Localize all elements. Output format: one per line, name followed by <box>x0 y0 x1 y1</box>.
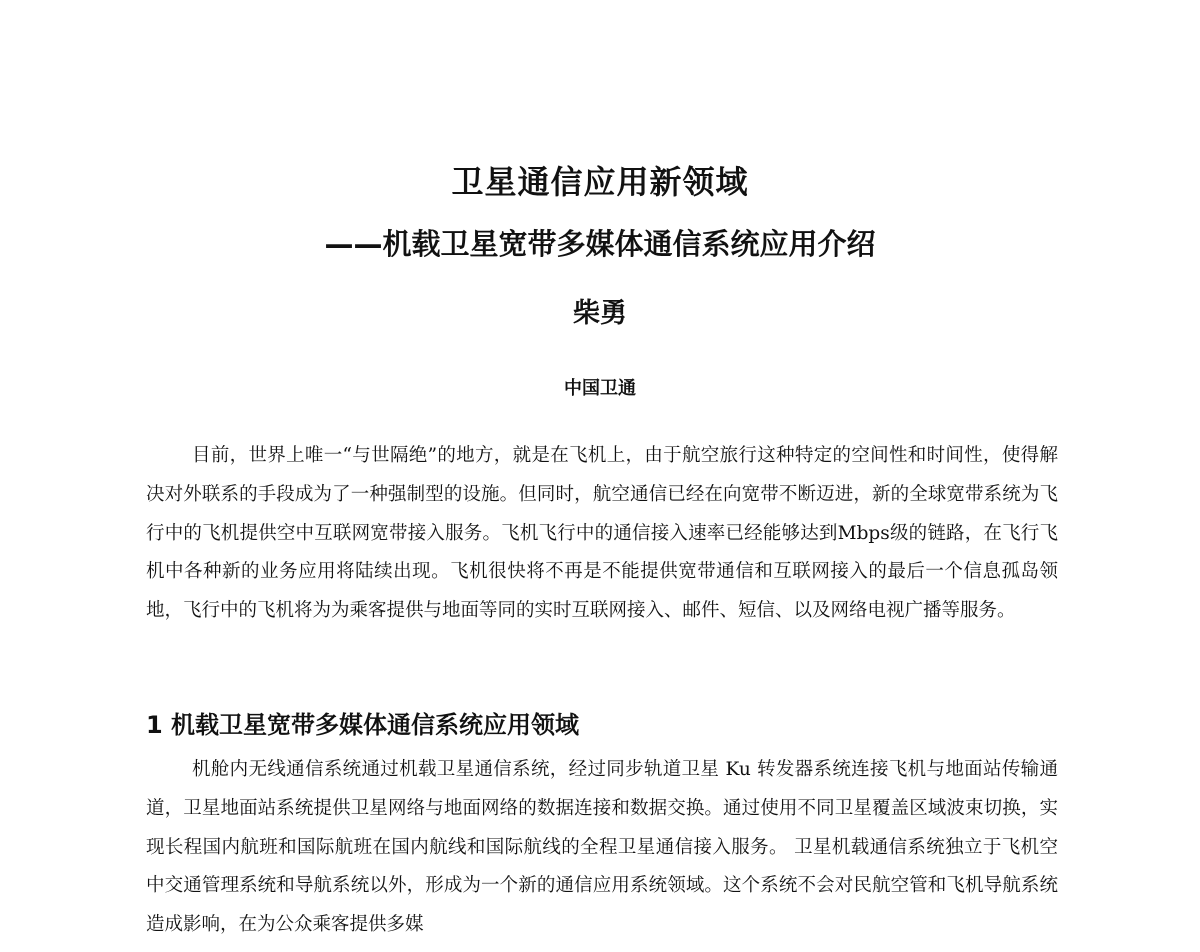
section-paragraph: 机舱内无线通信系统通过机载卫星通信系统，经过同步轨道卫星 Ku 转发器系统连接飞机与地面站传输通道，卫星地面站系统提供卫星网络与地面网络的数据连接和数据交换。通过使用不同卫星覆盖区域波束切换，实现长程国内航班和国际航班在国内航线和国际航线的全程卫星通信接入服务。 卫星机载通信系统独立于飞机空中交通管理系统和导航系统以外，形成为一个新的通信应用系统领域。这个系统不会对民航空管和飞机导航系统造成影响，在为公众乘客提供多媒 <box>146 759 1058 936</box>
author-name: 柴勇 <box>573 298 627 329</box>
paper-title: 卫星通信应用新领域 <box>451 163 749 201</box>
section-heading: 1 机载卫星宽带多媒体通信系统应用领域 <box>146 711 580 739</box>
author-affiliation: 中国卫通 <box>564 378 636 399</box>
paper-subtitle: ——机载卫星宽带多媒体通信系统应用介绍 <box>324 227 876 261</box>
intro-paragraph: 目前，世界上唯一“与世隔绝”的地方，就是在飞机上，由于航空旅行这种特定的空间性和时间性，使得解决对外联系的手段成为了一种强制型的设施。但同时，航空通信已经在向宽带不断迈进，新的全球宽带系统为飞行中的飞机提供空中互联网宽带接入服务。飞机飞行中的通信接入速率已经能够达到Mbps级的链路，在飞行飞机中各种新的业务应用将陆续出现。飞机很快将不再是不能提供宽带通信和互联网接入的最后一个信息孤岛领地，飞行中的飞机将为为乘客提供与地面等同的实时互联网接入、邮件、短信、以及网络电视广播等服务。 <box>146 445 1058 622</box>
